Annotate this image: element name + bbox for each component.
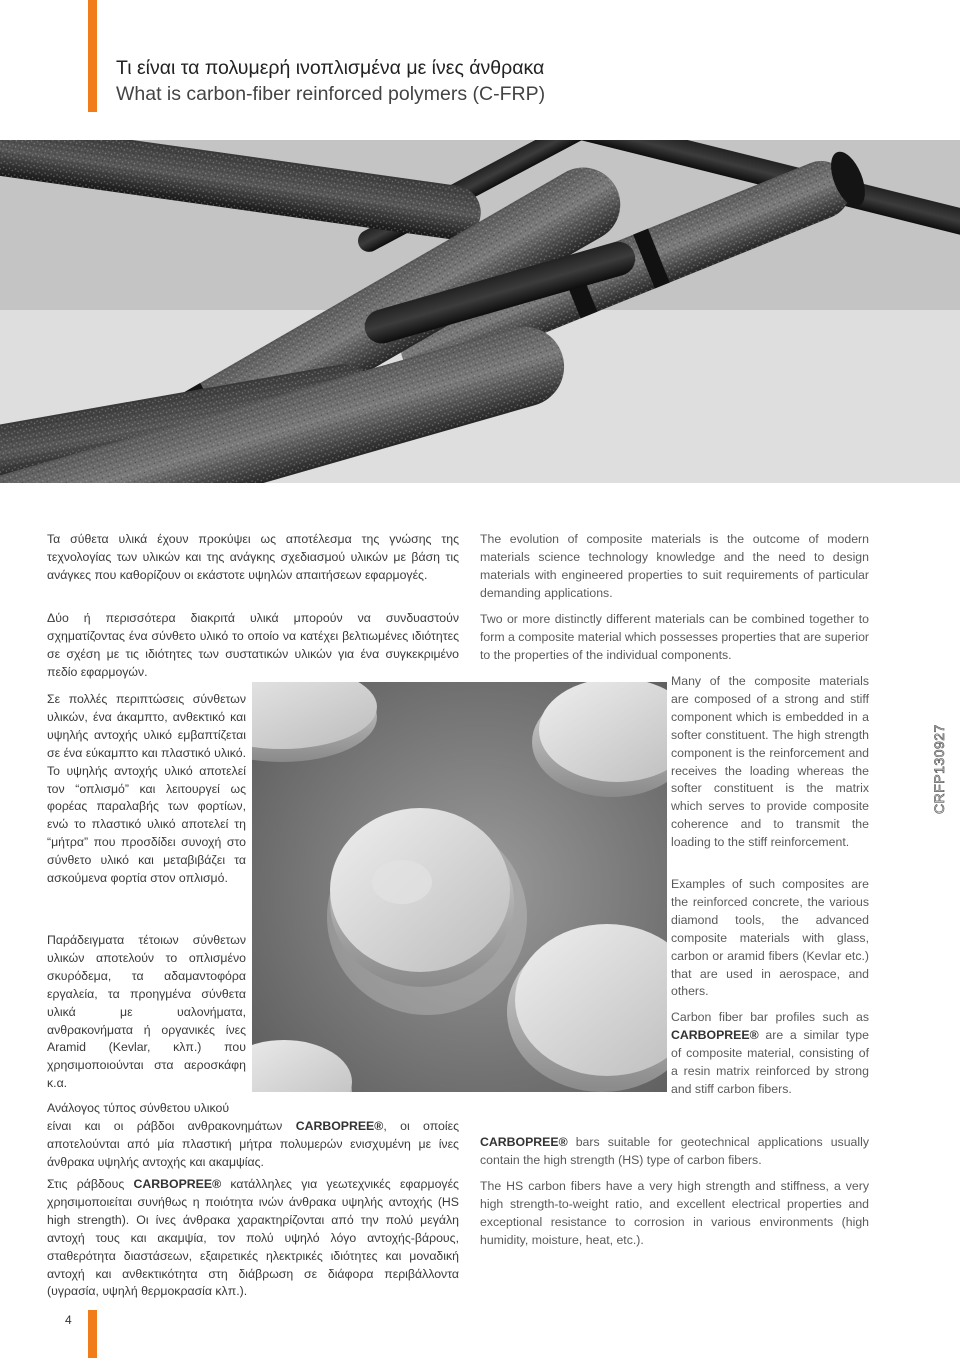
right-paragraph-4: Examples of such composites are the reinforced concrete, the various diamond tools, the advanced composite materials with glass, carbon or aramid fibers (Kevlar etc.) that are used in aerospace, and others.	[671, 877, 869, 999]
page-title-greek: Τι είναι τα πολυμερή ινοπλισμένα με ίνες άνθρακα	[116, 57, 545, 79]
left-p6-text-a: Στις ράβδους	[47, 1177, 125, 1191]
document-code-vertical	[920, 700, 954, 820]
left-paragraph-6	[47, 1176, 459, 1301]
fiber-cross-section-illustration	[252, 682, 667, 1092]
carbopree-brand-left-2: CARBOPREE®	[133, 1177, 222, 1191]
right-paragraph-3: Many of the composite materials are composed of a strong and stiff component which is embedded in a softer constituent. The high strength component is the reinforcement and receives the loading whereas the softer constituent is the matrix which serves to provide composite coherence and to transmit the loading to the stiff reinforcement.	[671, 674, 869, 850]
left-paragraph-4: Παράδειγματα τέτοιων σύνθετων υλικών αποτελούν το οπλισμένο σκυρόδεμα, τα αδαμαντοφόρα εργαλεία, τα προηγμένα σύνθετα υλικά με υαλονήματα, ανθρακονήματα ή οργανικές ίνες Aramid (Kevlar, κλπ.) που χρησιμοποιούνται στα αεροσκάφη κ.α.	[47, 933, 246, 1091]
left-paragraph-1: Τα σύθετα υλικά έχουν προκύψει ως αποτέλεσμα της γνώσης της τεχνολογίας των υλικών και της ανάγκης σχεδιασμού υλικών με βάση τις ανάγκες που καθορίζουν οι εκάστοτε υψηλών απαιτήσεων εφαρμογές.	[47, 532, 459, 582]
bottom-accent-bar	[88, 1310, 97, 1358]
left-paragraph-5-line1: Ανάλογος τύπος σύνθετου υλικού	[47, 1101, 230, 1115]
right-paragraph-7: The HS carbon fibers have a very high strength and stiffness, a very high strength-to-weight ratio, and excellent electrical properties and exceptional resistance to corrosion in various environments (high humidity, moisture, heat, etc.).	[480, 1179, 869, 1247]
hero-carbon-bars-image	[0, 140, 960, 483]
left-p5-text-c: , οι οποίες αποτελούνται από μία πλαστική μήτρα πολυμερών ενισχυμένη με ίνες άνθρακα υψηλής αντοχής και ακαμψίας.	[47, 1119, 459, 1169]
page-number: 4	[65, 1313, 72, 1327]
carbopree-brand-right-2: CARBOPREE®	[480, 1135, 568, 1149]
left-p5-text-a: είναι και οι ράβδοι ανθρακονημάτων	[47, 1119, 283, 1133]
carbopree-brand-right-1: CARBOPREE®	[671, 1027, 759, 1042]
right-p6-text: bars suitable for geotechnical applications usually contain the high strength (HS) type of carbon fibers.	[480, 1135, 869, 1167]
page-title-english: What is carbon-fiber reinforced polymers (C-FRP)	[116, 83, 546, 105]
left-p6-text-b: κατάλληλες για γεωτεχνικές εφαρμογές χρησιμοποιείται συνήθως η ποιότητα ινών άνθρακα υψηλής αντοχής (HS high strength). Οι ίνες άνθρακα χαρακτηρίζονται από την πολύ μεγάλη αντοχή τους και ακαμψία, τον πολύ υψηλό λόγο αντοχής-βάρους, σταθερότητα διαστάσεων, εξαιρετικές ηλεκτρικές ιδιότητες και μοναδική αντοχή και ανθεκτικότητα στη διάβρωση σε διάφορα περιβάλλοντα (υγρασία, υψηλή θερμοκρασία κλπ.).	[47, 1177, 459, 1299]
carbopree-brand-left-1: CARBOPREE®	[295, 1119, 384, 1133]
document-code-text: CRFP130927	[931, 724, 947, 814]
right-p5-text-b: are a similar type of composite material, consisting of a resin matrix reinforced by strong and stiff carbon fibers.	[671, 1027, 869, 1096]
right-paragraph-2: Two or more distinctly different materials can be combined together to form a composite material which possesses properties that are superior to the properties of the individual components.	[480, 612, 869, 662]
right-paragraph-6	[480, 1134, 869, 1170]
sem-fiber-matrix-image	[252, 682, 667, 1092]
right-paragraph-5	[671, 1009, 869, 1099]
right-paragraph-1: The evolution of composite materials is the outcome of modern materials science technology knowledge and the need to design materials with engineered properties to suit requirements of particular demanding applications.	[480, 532, 869, 600]
left-paragraph-3: Σε πολλές περιπτώσεις σύνθετων υλικών, ένα άκαμπτο, ανθεκτικό και υψηλής αντοχής υλικό εμβαπτίζεται σε ένα εύκαμπτο και πλαστικό υλικό. Το υψηλής αντοχής υλικό αποτελεί τον “οπλισμό” και λειτουργεί ως φορέας παραλαβής των φορτίων, ενώ το πλαστικό υλικό αποτελεί τη “μήτρα” που προσδίδει συνοχή στο σύνθετο υλικό και μεταβιβάζει τα ασκούμενα φορτία στον οπλισμό.	[47, 692, 246, 886]
top-accent-bar	[88, 0, 97, 112]
right-p5-text-a: Carbon fiber bar profiles such as	[671, 1010, 869, 1024]
left-paragraph-2: Δύο ή περισσότερα διακριτά υλικά μπορούν να συνδυαστούν σχηματίζοντας ένα σύνθετο υλικό το οποίο να κατέχει βελτιωμένες ιδιότητες σε σχέση με τις ιδιότητες των συστατικών υλικών για ένα συγκεκριμένο πεδίο εφαρμογών.	[47, 611, 459, 679]
left-paragraph-5	[47, 1118, 459, 1172]
document-code	[920, 700, 954, 820]
carbon-bars-illustration	[0, 140, 960, 483]
